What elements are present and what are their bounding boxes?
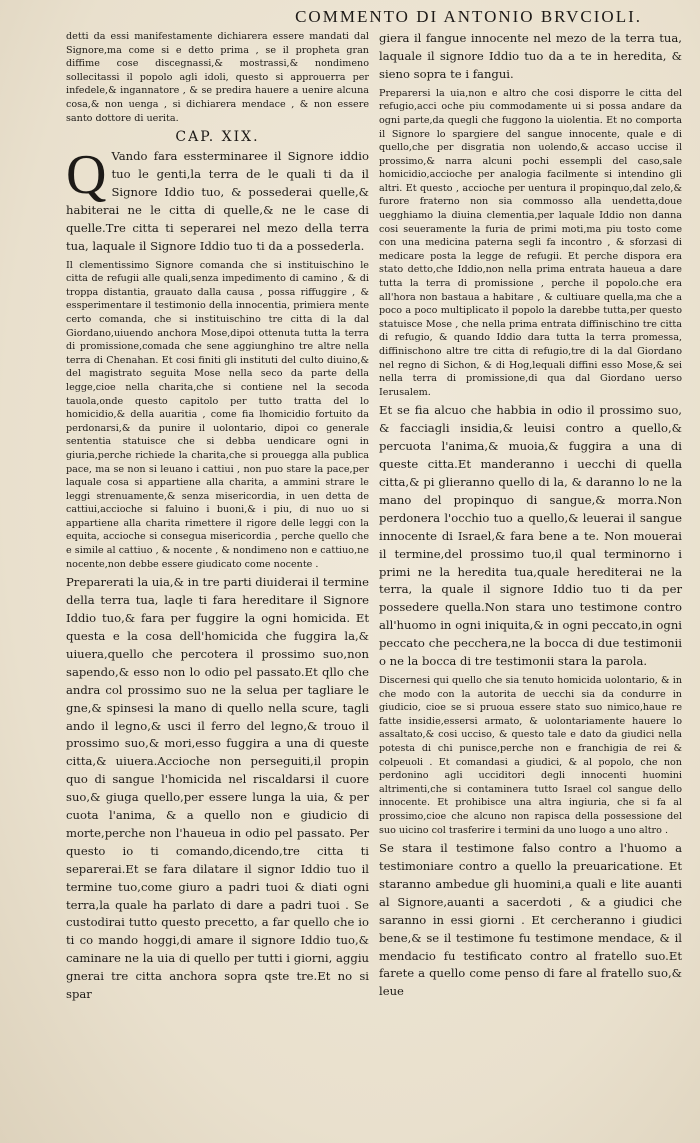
commentary-paragraph: Preparersi la uia,non e altro che cosi disporre le citta del refugio,acci oche piu commodamente ui si possa andare da ogni parte,da quegli che fuggono la uiolentia. Et no comporta il Signore lo spargiere del sangue innocente, quale e di quello,che per disgratia non uolendo,& accaso uccise il prossimo,& narra alcuni pochi essempli del caso,sale homicidio,accioche per analogia facilmente si intendino gli altri. Et questo , accioche per uentura il propinquo,dal zelo,& furore fraterno non sia commosso alla uendetta,doue uegghiamo la diuina clementia,per laquale Iddio non danna cosi seueramente la furia de primi moti,ma piu tosto come con una medicina paterna segli fa incontro , & sforzasi di medicare posta la legge de refugii. Et perche dispora era stato detto,che Iddio,non nella prima entrata haueua a dare tutta la terra di promissione , perche il popolo.che era all'hora non bastaua a habitare , & cultiuare quella,ma che a poco a poco multiplicato il popolo la darebbe tutta,per questo statuisce Mose , che nella prima entrata diffinischino tre citta di refugio, & quando Iddio dara tutta la terra promessa, diffinischono altre tre citta di refugio,tre di la dal Giordano nel regno di Sichon, & di Hog,lequali diffini esso Mose,& sei nella terra di promissione,di qua dal Giordano uerso Ierusalem.	[379, 87, 682, 398]
right-column	[379, 30, 682, 1007]
chapter-heading: CAP. XIX.	[175, 129, 260, 146]
commentary-paragraph: Discernesi qui quello che sia tenuto homicida uolontario, & in che modo con la autorita de uecchi sia da condurre in giudicio, cioe se si pruoua essere stato suo nimico,haue re fatte insidie,essersi armato, & uolontariamente hauere lo assaltato,& cosi ucciso, & questo tale e dato da giudici nella potesta di chi punisce,perche non e franchigia de rei & colpeuoli . Et comandasi a giudici, & al popolo, che non perdonino agli ucciditori degli innocenti huomini altrimenti,che si contaminera tutto Israel col sangue dello innocente. Et prohibisce una altra ingiuria, che si fa al prossimo,cioe che alcuno non rapisca della possessione del suo uicino col trasferire i termini da uno luogo a uno altro .	[379, 674, 682, 836]
scripture-paragraph: giera il fangue innocente nel mezo de la terra tua, laquale il signore Iddio tuo da a te in hereditа, & sieno sopra te i fangui.	[379, 31, 682, 81]
running-header: COMMENTO DI ANTONIO BRVCIOLI.	[295, 7, 642, 26]
commentary-paragraph: Il clementissimo Signore comanda che si instituischino le citta de refugii alle quali,senza impedimento di camino , & di troppa distantia, grauato dalla causa , possa riffuggire , & essperimentare il testimonio della innocentia, primiera mente certo comanda, che si instituischino tre citta di la dal Giordano,uiuendo anchora Mose,dipoi ottenuta tutta la terra di promissione,comada che sene aggiunghino tre altre nella terra di Chenahan. Et cosi finiti gli instituti del culto diuino,& del magistrato seguita Mose nella seco da parte della legge,cioe nella charita,che si contiene nel la secoda tauola,onde questo capitolo per tutto tratta del lo homicidio,& della auaritia , come fia lhomicidio fortuito da perdonarsi,& da punire il uolontario, dipoi co generale sententia statuisce che si debba uendicare ogni in giuria,perche richiede la charita,che si prouegga alla publica pace, ma se non si leuano i cattiui , non puo stare la pace,per laquale cosa si appartiene alla charita, a ammini strare le leggi strenuamente,& senza misericordia, in uen detta de cattiui,accioche si faluino i buoni,& i piu, di nuo uo si appartiene alla charita rimettere il rigore delle leggi con la equita, accioche si conseguа misericordia , perche quello che e simile al cattiuo , & nocente , & nondimeno non e cattiuo,ne nocente,non debbe essere giudicato come nocente .	[66, 259, 369, 570]
scripture-paragraph: Preparerati la uia,& in tre parti diuiderai il termine della terra tua, laqle ti fara hereditare il Signore Iddio tuo,& fara per fuggire la ogni homicida. Et questa e la cosa dell'homicida che fuggira la,& uiuera,quello che percotera il prossimo suo,non sapendo,& esso non lo odio pel passato.Et qllo che andra col prossimo suo ne la selua per tagliare le gne,& spinsesi la mano di quello nella scure, tagli ando il legno,& usci il ferro del legno,& trouo il prossimo suo,& mori,esso fuggira a una di queste citta,& uiuera.Accioche non perseguiti,il propin quo di sangue l'homicida nel riscaldarsi il cuore suo,& giuga quello,per essere lunga la uia, & per cuota l'anima, & a quello non e giudicio di morte,perche non l'haueua in odio pel passato. Per questo io ti comando,dicendo,tre citta ti separerai.Et se fara dilatare il signor Iddio tuo il termine tuo,come giuro a padri tuoi & diati ogni terra,la quale ha parlato di dare a padri tuoi . Se custodirai tutto questo precetto, a far quello che io ti co mando hoggi,di amare il signore Iddio tuo,& caminare ne la uia di quello per tutti i giorni, aggiu gnerai tre citta anchora sopra qste tre.Et no si spar	[66, 575, 369, 1002]
drop-cap: Q	[66, 144, 107, 207]
scripture-paragraph	[66, 144, 369, 255]
commentary-paragraph: detti da essi manifestamente dichiarera essere mandati dal Signore,ma come si e detto prima , se il propheta gran diffime cose discegnassi,& mostrassi,& nondimeno sollecitassi il popolo agli idoli, questo si approuerra per infedele,& ingannatore , & se predira hauere a uenire alcuna cosa,& non uenga , si dichiarera mendace , & non essere santo dottore di uerita.	[66, 31, 369, 124]
left-column	[66, 30, 369, 1007]
text-columns	[66, 30, 682, 1007]
scripture-text: Vando fara essterminaree il Signore iddio tuo le genti,la terra de le quali ti da il Signore Iddio tuo, & possederai quelle,& habiterai ne le citta di quelle,& ne le case di quelle.Tre citta ti seperarei nel mezo della terra tua, laquale il Signore Iddio tuo ti da a possederla.	[66, 149, 369, 253]
scripture-paragraph: Se stara il testimone falso contro a l'huomo a testimoniare contro a quello la preuaricatione. Et staranno ambedue gli huomini,a quali e lite auanti al Signore,auanti a sacerdoti , & a giudici che saranno in essi giorni . Et cercheranno i giudici bene,& se il testimone fu testimone mendace, & il mendacio fu testificato contro al fratello suo.Et farete a quello come penso di fare al fratello suo,& leue	[379, 841, 682, 999]
scripture-paragraph: Et se fia alcuo che habbia in odio il prossimo suo, & facciagli insidia,& leuisi contro a quello,& percuota l'anima,& muoia,& fuggira a una di queste citta.Et manderanno i uecchi di quella citta,& pi glieranno quello di la, & daranno lo ne la mano del propinquo di sangue,& morra.Non perdonera l'occhio tuo a quello,& leuerai il sangue innocente di Israel,& fara bene a te. Non mouerai il termine,del prossimo tuo,il qual terminorno i primi ne la heredita tua,quale herediterai ne la terra, la quale il signore Iddio tuo ti da per possedere quella.Non stara uno testimone contro all'huomo in ogni iniquita,& in ogni peccato,in ogni peccato che pecchera,ne la bocca di due testimonii o ne la bocca di tre testimonii stara la parola.	[379, 403, 682, 669]
